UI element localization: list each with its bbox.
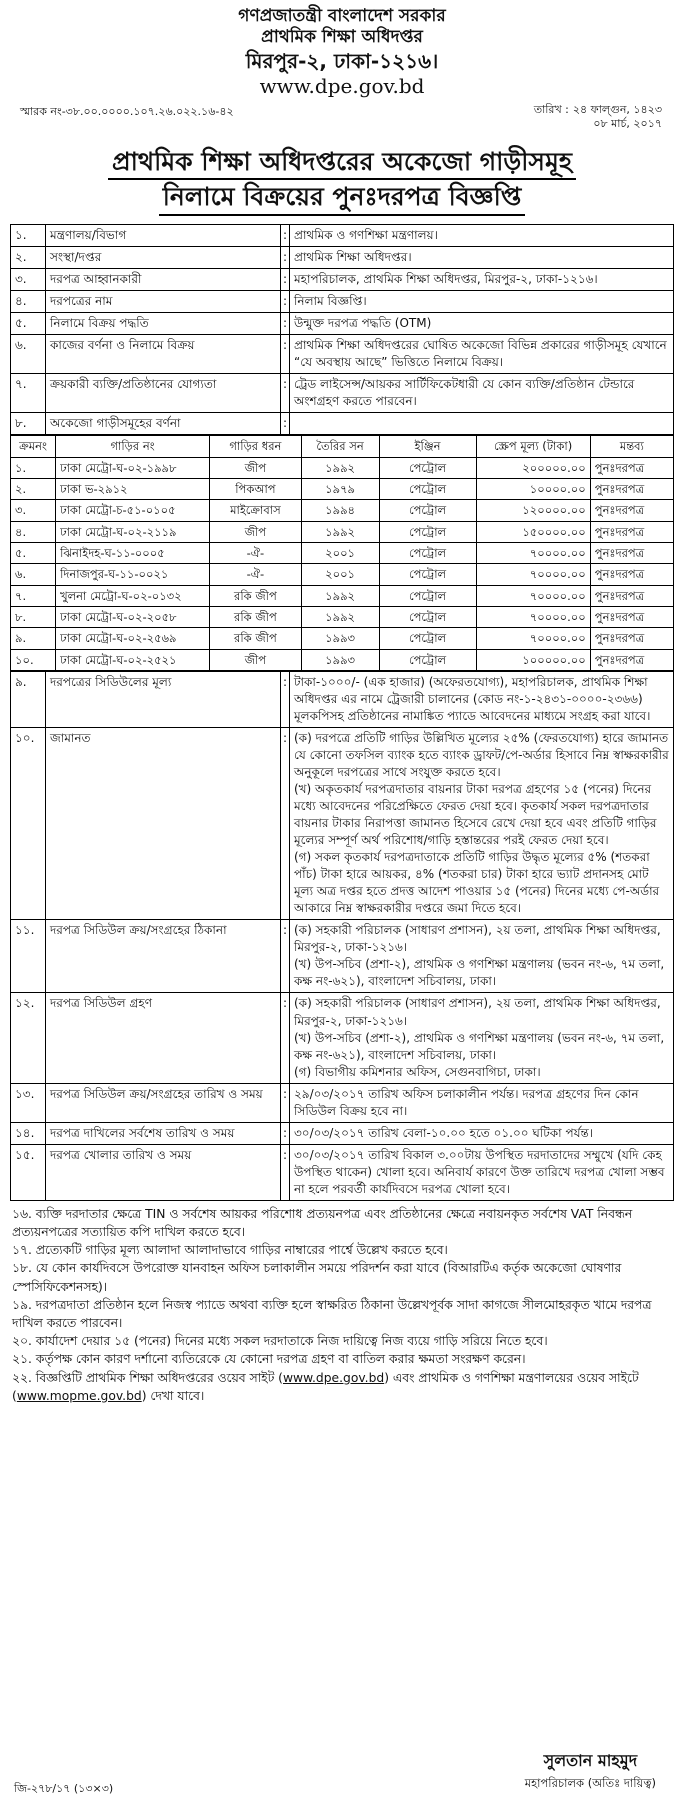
row-value: ট্রেড লাইসেন্স/আয়কর সার্টিফিকেটধারী যে কোন ব্যক্তি/প্রতিষ্ঠান টেন্ডারে অংশগ্রহণ করতে পারবেন। <box>290 374 674 413</box>
vehicle-reg: ঢাকা মেট্রো-ঘ-০২-২০৫৮ <box>56 606 210 627</box>
vehicle-type: পিকআপ <box>210 478 302 499</box>
row-label: দরপত্র দাখিলের সর্বশেষ তারিখ ও সময় <box>46 1122 281 1144</box>
row-number: ১১. <box>11 920 46 993</box>
row-label: দরপত্রের সিডিউলের মূল্য <box>46 671 281 727</box>
vehicle-reg: ঢাকা ভ-২৯১২ <box>56 478 210 499</box>
vehicle-remark: পুনঃদরপত্র <box>590 521 673 542</box>
vehicle-row <box>11 542 674 563</box>
signatory-name: সুলতান মাহমুদ <box>543 1751 638 1770</box>
row-label: অকেজো গাড়ীসমূহের বর্ণনা <box>46 413 281 435</box>
info-row <box>11 671 674 727</box>
vehicle-year: ১৯৭৯ <box>301 478 379 499</box>
memo-date <box>534 103 662 133</box>
letterhead <box>10 6 674 99</box>
row-number: ৪. <box>11 291 46 313</box>
info-row <box>11 920 674 993</box>
title-line-2: নিলামে বিক্রয়ের পুনঃদরপত্র বিজ্ঞপ্তি <box>159 180 526 216</box>
vehicle-price: ৭০০০০.০০ <box>476 606 590 627</box>
vehicle-row <box>11 500 674 521</box>
row-number: ৫. <box>11 313 46 335</box>
advert-code: জি-২৭৮/১৭ (১৩×৩) <box>14 1782 114 1795</box>
dept-name: প্রাথমিক শিক্ষা অধিদপ্তর <box>261 27 423 48</box>
row-label: দরপত্র সিডিউল ক্রয়/সংগ্রহের তারিখ ও সময় <box>46 1083 281 1122</box>
vehicle-engine: পেট্রোল <box>379 542 476 563</box>
dept-website: www.dpe.gov.bd <box>259 73 425 98</box>
info-row <box>11 247 674 269</box>
row-value: মহাপরিচালক, প্রাথমিক শিক্ষা অধিদপ্তর, মিরপুর-২, ঢাকা-১২১৬। <box>290 269 674 291</box>
row-number: ১৫. <box>11 1144 46 1200</box>
vehicle-col-header: ইঞ্জিন <box>379 436 476 457</box>
terms-table <box>10 671 674 1201</box>
vehicle-engine: পেট্রোল <box>379 606 476 627</box>
row-number: ৬. <box>11 335 46 374</box>
row-label: ক্রয়কারী ব্যক্তি/প্রতিষ্ঠানের যোগ্যতা <box>46 374 281 413</box>
row-value: (ক) সহকারী পরিচালক (সাধারণ প্রশাসন), ২য় তলা, প্রাথমিক শিক্ষা অধিদপ্তর, মিরপুর-২, ঢাকা-১২১৬। (খ) উপ-সচিব (প্রশা-২), প্রাথমিক ও গণশিক্ষা মন্ত্রণালয় (ভবন নং-৬, ৭ম তলা, কক্ষ নং-৬২১), বাংলাদেশ সচিবালয়, ঢাকা। <box>290 920 674 993</box>
vehicle-year: ১৯৯৪ <box>301 500 379 521</box>
info-row <box>11 993 674 1083</box>
vehicle-sl: ৮. <box>11 606 56 627</box>
row-colon: : <box>281 728 290 920</box>
vehicle-type: রকি জীপ <box>210 606 302 627</box>
vehicle-year: ১৯৯৩ <box>301 628 379 649</box>
vehicle-reg: খুলনা মেট্রো-ঘ-০২-০১৩২ <box>56 585 210 606</box>
vehicle-row <box>11 585 674 606</box>
row-colon: : <box>281 1083 290 1122</box>
footer-note: ১৯. দরপত্রদাতা প্রতিষ্ঠান হলে নিজস্ব প্যাডে অথবা ব্যক্তি হলে স্বাক্ষরিত ঠিকানা উল্লেখপূর্বক সাদা কাগজে সীলমোহরকৃত খামে দরপত্র দাখিল করতে পারবেন। <box>12 1297 652 1330</box>
row-label: দরপত্র সিডিউল গ্রহণ <box>46 993 281 1083</box>
date-label: তারিখ : <box>533 102 569 116</box>
vehicle-price: ৭০০০০.০০ <box>476 542 590 563</box>
memo-row <box>10 99 674 143</box>
row-number: ৭. <box>11 374 46 413</box>
vehicle-reg: ঢাকা মেট্রো-চ-৫১-০১০৫ <box>56 500 210 521</box>
vehicle-row <box>11 457 674 478</box>
vehicle-reg: ঝিনাইদহ-ঘ-১১-০০০৫ <box>56 542 210 563</box>
vehicle-remark: পুনঃদরপত্র <box>590 585 673 606</box>
vehicle-row <box>11 649 674 670</box>
info-row <box>11 313 674 335</box>
vehicle-type: -ঐ- <box>210 542 302 563</box>
row-value: প্রাথমিক শিক্ষা অধিদপ্তরের ঘোষিত অকেজো বিভিন্ন প্রকারের গাড়ীসমূহ যেখানে “যে অবস্থায় আছে” ভিত্তিতে নিলামে বিক্রয়। <box>290 335 674 374</box>
dept-address: মিরপুর-২, ঢাকা-১২১৬। <box>245 48 439 73</box>
vehicle-col-header: মন্তব্য <box>590 436 673 457</box>
vehicle-remark: পুনঃদরপত্র <box>590 606 673 627</box>
info-table <box>10 224 674 435</box>
row-number: ২. <box>11 247 46 269</box>
row-value: ৩০/০৩/২০১৭ তারিখ বেলা-১০.০০ হতে ০১.০০ ঘটিকা পর্যন্ত। <box>290 1122 674 1144</box>
vehicle-col-header: গাড়ির ধরন <box>210 436 302 457</box>
row-number: ১২. <box>11 993 46 1083</box>
date-bangla: ২৪ ফাল্গুন, ১৪২৩ <box>572 102 662 116</box>
vehicle-sl: ৫. <box>11 542 56 563</box>
info-row <box>11 335 674 374</box>
vehicle-price: ৭০০০০.০০ <box>476 564 590 585</box>
vehicle-year: ২০০১ <box>301 564 379 585</box>
vehicle-engine: পেট্রোল <box>379 521 476 542</box>
vehicle-table <box>10 435 674 671</box>
vehicle-year: ১৯৯২ <box>301 521 379 542</box>
vehicle-remark: পুনঃদরপত্র <box>590 478 673 499</box>
vehicle-reg: ঢাকা মেট্রো-ঘ-০২-২৫২১ <box>56 649 210 670</box>
vehicle-price: ১০০০০.০০ <box>476 478 590 499</box>
vehicle-year: ২০০১ <box>301 542 379 563</box>
vehicle-engine: পেট্রোল <box>379 628 476 649</box>
info-row <box>11 374 674 413</box>
vehicle-col-header: ক্রমনং <box>11 436 56 457</box>
info-row <box>11 1122 674 1144</box>
vehicle-type: রকি জীপ <box>210 628 302 649</box>
row-value: (ক) সহকারী পরিচালক (সাধারণ প্রশাসন), ২য় তলা, প্রাথমিক শিক্ষা অধিদপ্তর, মিরপুর-২, ঢাকা-১২১৬। (খ) উপ-সচিব (প্রশা-২), প্রাথমিক ও গণশিক্ষা মন্ত্রণালয় (ভবন নং-৬, ৭ম তলা, কক্ষ নং-৬২১), বাংলাদেশ সচিবালয়, ঢাকা। (গ) বিভাগীয় কমিশনার অফিস, সেগুনবাগিচা, ঢাকা। <box>290 993 674 1083</box>
vehicle-remark: পুনঃদরপত্র <box>590 500 673 521</box>
row-value <box>290 413 674 435</box>
row-colon: : <box>281 413 290 435</box>
vehicle-type: জীপ <box>210 649 302 670</box>
dpe-website-link[interactable]: www.dpe.gov.bd <box>282 1370 385 1385</box>
vehicle-engine: পেট্রোল <box>379 585 476 606</box>
vehicle-sl: ৬. <box>11 564 56 585</box>
vehicle-sl: ৯. <box>11 628 56 649</box>
vehicle-col-header: গাড়ির নং <box>56 436 210 457</box>
vehicle-col-header: স্ক্রেপ মূল্য (টাকা) <box>476 436 590 457</box>
row-label: নিলামে বিক্রয় পদ্ধতি <box>46 313 281 335</box>
footer-note: ১৮. যে কোন কার্যদিবসে উপরোক্ত যানবাহন অফিস চলাকালীন সময়ে পরিদর্শন করা যাবে (বিআরটিএ কর্তৃক অকেজো ঘোষণার স্পেসিফিকেশনসহ)। <box>12 1261 622 1294</box>
row-label: মন্ত্রণালয়/বিভাগ <box>46 225 281 247</box>
vehicle-remark: পুনঃদরপত্র <box>590 628 673 649</box>
row-colon: : <box>281 920 290 993</box>
info-row <box>11 1083 674 1122</box>
title-line-1: প্রাথমিক শিক্ষা অধিদপ্তরের অকেজো গাড়ীসমূহ <box>108 145 576 181</box>
row-number: ১০. <box>11 728 46 920</box>
row-colon: : <box>281 1122 290 1144</box>
info-row <box>11 1144 674 1200</box>
vehicle-sl: ১. <box>11 457 56 478</box>
row-colon: : <box>281 247 290 269</box>
vehicle-reg: ঢাকা মেট্রো-ঘ-০২-২১১৯ <box>56 521 210 542</box>
row-colon: : <box>281 671 290 727</box>
row-colon: : <box>281 335 290 374</box>
footer-note: ১৭. প্রত্যেকটি গাড়ির মূল্য আলাদা আলাদাভাবে গাড়ির নাম্বারের পার্শ্বে উল্লেখ করতে হবে। <box>12 1243 448 1258</box>
vehicle-row <box>11 478 674 499</box>
vehicle-type: রকি জীপ <box>210 585 302 606</box>
row-value: (ক) দরপত্রে প্রতিটি গাড়ির উল্লিখিত মূল্যের ২৫% (ফেরতযোগ্য) হারে জামানত যে কোনো তফসিল ব্যাংক হতে ব্যাংক ড্রাফট/পে-অর্ডার হিসাবে নিম্ন স্বাক্ষরকারীর অনুকূলে দরপত্রের সাথে সংযুক্ত করতে হবে। (খ) অকৃতকার্য দরপত্রদাতার বায়নার টাকা দরপত্র গ্রহণের ১৫ (পনের) দিনের মধ্যে আবেদনের পরিপ্রেক্ষিতে ফেরত দেয়া হবে। কৃতকার্য সকল দরপত্রদাতার বায়নার টাকার নিরাপত্তা জামানত হিসেবে রেখে দেয়া হবে এবং প্রতিটি গাড়ির মূল্যের সম্পূর্ণ অর্থ পরিশোধ/গাড়ি হস্তান্তরের পরই ফেরত দেয়া হবে। (গ) সকল কৃতকার্য দরপত্রদাতাকে প্রতিটি গাড়ির উদ্ধৃত মূল্যের ৫% (শতকরা পাঁচ) টাকা হারে আয়কর, ৪% (শতকরা চার) টাকা হারে ভ্যাট প্রদানসহ মোট মূল্য অত্র দপ্তর হতে প্রদত্ত আদেশ পাওয়ার ১৫ (পনের) দিনের মধ্যে পে-অর্ডার আকারে নিম্ন স্বাক্ষরকারীর দপ্তরে জমা দিতে হবে। <box>290 728 674 920</box>
vehicle-year: ১৯৯২ <box>301 606 379 627</box>
vehicle-col-header: তৈরির সন <box>301 436 379 457</box>
info-row <box>11 413 674 435</box>
vehicle-type: মাইক্রোবাস <box>210 500 302 521</box>
vehicle-reg: ঢাকা মেট্রো-ঘ-০২-১৯৯৮ <box>56 457 210 478</box>
signatory-designation: মহাপরিচালক (অতিঃ দায়িত্ব) <box>524 1776 656 1790</box>
vehicle-engine: পেট্রোল <box>379 457 476 478</box>
row-colon: : <box>281 1144 290 1200</box>
vehicle-sl: ৭. <box>11 585 56 606</box>
row-number: ৮. <box>11 413 46 435</box>
vehicle-reg: দিনাজপুর-ঘ-১১-০০২১ <box>56 564 210 585</box>
vehicle-remark: পুনঃদরপত্র <box>590 542 673 563</box>
row-number: ১৩. <box>11 1083 46 1122</box>
info-row <box>11 291 674 313</box>
vehicle-type: -ঐ- <box>210 564 302 585</box>
row-value: ৩০/০৩/২০১৭ তারিখ বিকাল ৩.০০টায় উপস্থিত দরদাতাদের সম্মুখে (যদি কেহ উপস্থিত থাকেন) খোলা হবে। অনিবার্য কারণে উক্ত তারিখে দরপত্র খোলা সম্ভব না হলে পরবর্তী কার্যদিবসে দরপত্র খোলা হবে। <box>290 1144 674 1200</box>
vehicle-price: ১২০০০০.০০ <box>476 500 590 521</box>
row-label: দরপত্র সিডিউল ক্রয়/সংগ্রহের ঠিকানা <box>46 920 281 993</box>
mopme-website-link[interactable]: www.mopme.gov.bd <box>16 1388 142 1403</box>
row-label: জামানত <box>46 728 281 920</box>
footer-note: ২১. কর্তৃপক্ষ কোন কারণ দর্শানো ব্যতিরেকে যে কোনো দরপত্র গ্রহণ বা বাতিল করার ক্ষমতা সংরক্ষণ করেন। <box>12 1352 526 1367</box>
vehicle-engine: পেট্রোল <box>379 478 476 499</box>
row-value: প্রাথমিক ও গণশিক্ষা মন্ত্রণালয়। <box>290 225 674 247</box>
row-number: ১. <box>11 225 46 247</box>
row-colon: : <box>281 269 290 291</box>
row-colon: : <box>281 291 290 313</box>
vehicle-row <box>11 564 674 585</box>
row-label: দরপত্রের নাম <box>46 291 281 313</box>
row-number: ৩. <box>11 269 46 291</box>
row-colon: : <box>281 374 290 413</box>
vehicle-row <box>11 521 674 542</box>
footer-note: ১৬. ব্যক্তি দরদাতার ক্ষেত্রে TIN ও সর্বশেষ আয়কর পরিশোধ প্রত্যয়নপত্র এবং প্রতিষ্ঠানের ক্ষেত্রে নবায়নকৃত সর্বশেষ VAT নিবন্ধন প্রত্যয়নপত্রের সত্যায়িত কপি দাখিল করতে হবে। <box>12 1206 633 1240</box>
vehicle-price: ১৫০০০০.০০ <box>476 521 590 542</box>
row-label: কাজের বর্ণনা ও নিলামে বিক্রয় <box>46 335 281 374</box>
info-row <box>11 269 674 291</box>
notice-title <box>10 145 674 217</box>
vehicle-year: ১৯৯২ <box>301 585 379 606</box>
row-colon: : <box>281 225 290 247</box>
vehicle-engine: পেট্রোল <box>379 500 476 521</box>
vehicle-year: ১৯৯৩ <box>301 649 379 670</box>
vehicle-price: ৭০০০০.০০ <box>476 628 590 649</box>
info-row <box>11 225 674 247</box>
info-row <box>11 728 674 920</box>
vehicle-type: জীপ <box>210 457 302 478</box>
vehicle-remark: পুনঃদরপত্র <box>590 457 673 478</box>
vehicle-type: জীপ <box>210 521 302 542</box>
vehicle-remark: পুনঃদরপত্র <box>590 649 673 670</box>
vehicle-remark: পুনঃদরপত্র <box>590 564 673 585</box>
row-value: নিলাম বিজ্ঞপ্তি। <box>290 291 674 313</box>
footer-note: ২০. কার্যাদেশ দেয়ার ১৫ (পনের) দিনের মধ্যে সকল দরদাতাকে নিজ দায়িত্বে নিজ ব্যয়ে গাড়ি সরিয়ে নিতে হবে। <box>12 1334 548 1349</box>
row-value: প্রাথমিক শিক্ষা অধিদপ্তর। <box>290 247 674 269</box>
vehicle-sl: ১০. <box>11 649 56 670</box>
vehicle-engine: পেট্রোল <box>379 564 476 585</box>
row-colon: : <box>281 313 290 335</box>
row-label: সংস্থা/দপ্তর <box>46 247 281 269</box>
date-english: ০৮ মার্চ, ২০১৭ <box>593 117 662 131</box>
row-value: ২৯/০৩/২০১৭ তারিখ অফিস চলাকালীন পর্যন্ত। দরপত্র গ্রহণের দিন কোন সিডিউল বিক্রয় হবে না। <box>290 1083 674 1122</box>
note-22: ২২. বিজ্ঞপ্তিটি প্রাথমিক শিক্ষা অধিদপ্তরের ওয়েব সাইট (www.dpe.gov.bd) এবং প্রাথমিক ও গণশিক্ষা মন্ত্রণালয়ের ওয়েব সাইটে (www.mopme.gov.bd) দেখা যাবে। <box>12 1370 639 1403</box>
vehicle-price: ১০০০০০.০০ <box>476 649 590 670</box>
row-label: দরপত্র আহ্বানকারী <box>46 269 281 291</box>
signature-block <box>525 1748 656 1794</box>
row-colon: : <box>281 993 290 1083</box>
govt-name: গণপ্রজাতন্ত্রী বাংলাদেশ সরকার <box>238 6 446 26</box>
vehicle-sl: ৩. <box>11 500 56 521</box>
vehicle-reg: ঢাকা মেট্রো-ঘ-০২-২৫৬৯ <box>56 628 210 649</box>
row-number: ১৪. <box>11 1122 46 1144</box>
vehicle-engine: পেট্রোল <box>379 649 476 670</box>
memo-ref: স্মারক নং-৩৮.০০.০০০০.১০৭.২৬.০২২.১৬-৪২ <box>20 104 234 118</box>
footer-notes <box>10 1205 674 1405</box>
vehicle-sl: ৪. <box>11 521 56 542</box>
vehicle-row <box>11 606 674 627</box>
vehicle-sl: ২. <box>11 478 56 499</box>
row-value: উন্মুক্ত দরপত্র পদ্ধতি (OTM) <box>290 313 674 335</box>
row-number: ৯. <box>11 671 46 727</box>
vehicle-row <box>11 628 674 649</box>
row-label: দরপত্র খোলার তারিখ ও সময় <box>46 1144 281 1200</box>
vehicle-price: ২০০০০০.০০ <box>476 457 590 478</box>
vehicle-price: ৭০০০০.০০ <box>476 585 590 606</box>
vehicle-year: ১৯৯২ <box>301 457 379 478</box>
row-value: টাকা-১০০০/- (এক হাজার) (অফেরতযোগ্য), মহাপরিচালক, প্রাথমিক শিক্ষা অধিদপ্তর এর নামে ট্রেজারী চালানের (কোড নং-১-২৪৩১-০০০০-২৩৬৬) মূলকপিসহ প্রতিষ্ঠানের নামাঙ্কিত প্যাডে আবেদনের মাধ্যমে সংগ্রহ করা যাবে। <box>290 671 674 727</box>
